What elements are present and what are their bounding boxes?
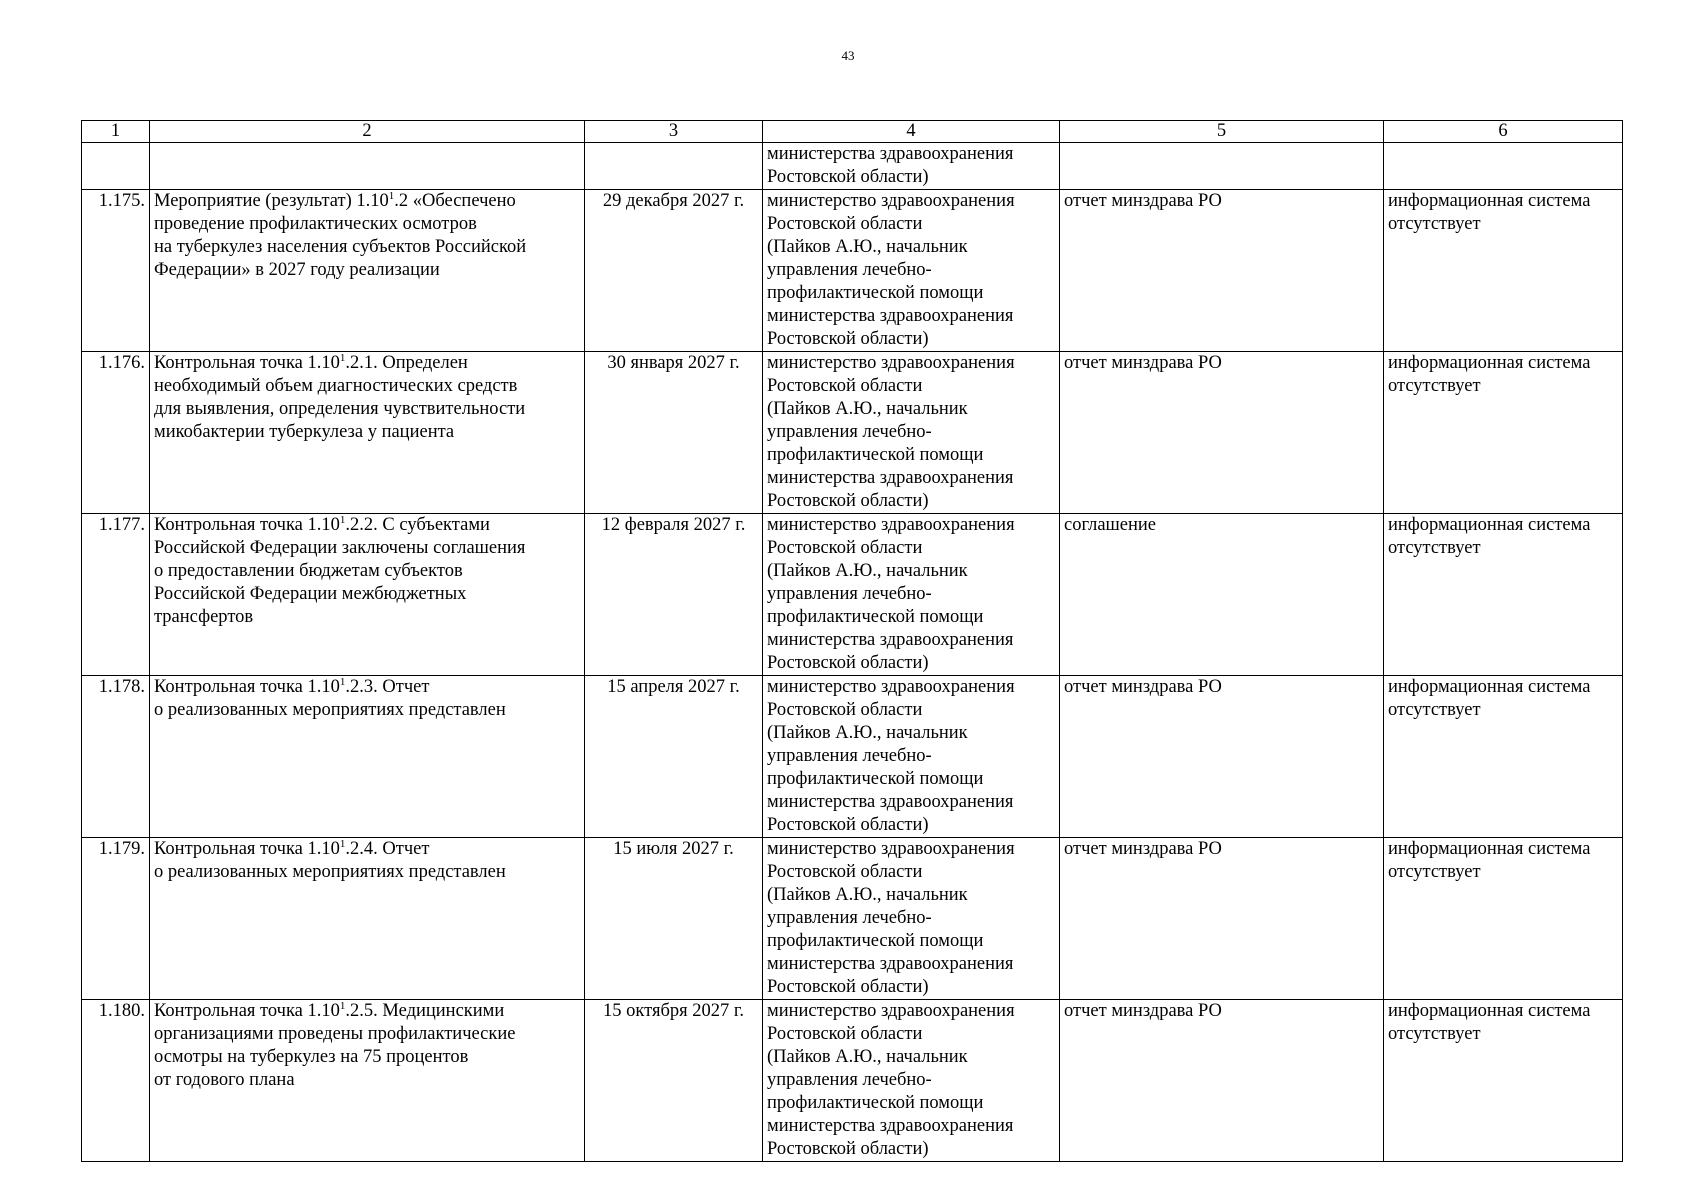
row-document-type: соглашение xyxy=(1060,514,1384,676)
table-row xyxy=(82,514,1623,676)
superscript-index: 1 xyxy=(339,1000,346,1012)
row-document-type: отчет минздрава РО xyxy=(1060,676,1384,838)
row-information-system: информационная система отсутствует xyxy=(1384,514,1623,676)
event-name-text: Мероприятие (результат) 1.10 xyxy=(154,191,389,211)
row-information-system: информационная система отсутствует xyxy=(1384,676,1623,838)
row-document-type: отчет минздрава РО xyxy=(1060,1000,1384,1162)
event-name-text-continued: .2.2. С субъектами Российской Федерации заключены соглашения о предоставлении бюджетам субъектов Российской Федерации межбюджетных трансфертов xyxy=(154,515,526,627)
superscript-index: 1 xyxy=(339,352,346,364)
row-responsible: министерство здравоохранения Ростовской области (Пайков А.Ю., начальник управления лечебно- профилактической помощи министерства здравоохранения Ростовской области) xyxy=(763,190,1060,352)
row-number: 1.178. xyxy=(82,676,150,838)
superscript-index: 1 xyxy=(339,838,346,850)
row-event-name xyxy=(150,514,585,676)
continuation-row xyxy=(82,143,1623,190)
row-responsible: министерство здравоохранения Ростовской области (Пайков А.Ю., начальник управления лечебно- профилактической помощи министерства здравоохранения Ростовской области) xyxy=(763,1000,1060,1162)
row-information-system: информационная система отсутствует xyxy=(1384,838,1623,1000)
row-deadline xyxy=(585,143,763,190)
event-name-text: Контрольная точка 1.10 xyxy=(154,515,340,535)
table-row xyxy=(82,838,1623,1000)
row-responsible: министерство здравоохранения Ростовской области (Пайков А.Ю., начальник управления лечебно- профилактической помощи министерства здравоохранения Ростовской области) xyxy=(763,352,1060,514)
event-name-text: Контрольная точка 1.10 xyxy=(154,839,340,859)
column-header-2: 2 xyxy=(150,121,585,143)
column-header-3: 3 xyxy=(585,121,763,143)
row-document-type: отчет минздрава РО xyxy=(1060,352,1384,514)
row-deadline: 30 января 2027 г. xyxy=(585,352,763,514)
row-document-type: отчет минздрава РО xyxy=(1060,838,1384,1000)
superscript-index: 1 xyxy=(388,190,395,202)
row-responsible: министерство здравоохранения Ростовской области (Пайков А.Ю., начальник управления лечебно- профилактической помощи министерства здравоохранения Ростовской области) xyxy=(763,514,1060,676)
event-name-text: Контрольная точка 1.10 xyxy=(154,677,340,697)
row-event-name xyxy=(150,352,585,514)
row-deadline: 15 апреля 2027 г. xyxy=(585,676,763,838)
row-document-type xyxy=(1060,143,1384,190)
column-header-5: 5 xyxy=(1060,121,1384,143)
superscript-index: 1 xyxy=(339,514,346,526)
event-name-text-continued: .2.1. Определен необходимый объем диагностических средств для выявления, определения чувствительности микобактерии туберкулеза у пациента xyxy=(154,353,526,442)
row-information-system: информационная система отсутствует xyxy=(1384,1000,1623,1162)
row-event-name xyxy=(150,1000,585,1162)
row-number: 1.177. xyxy=(82,514,150,676)
row-information-system: информационная система отсутствует xyxy=(1384,190,1623,352)
row-responsible: министерство здравоохранения Ростовской области (Пайков А.Ю., начальник управления лечебно- профилактической помощи министерства здравоохранения Ростовской области) xyxy=(763,676,1060,838)
event-name-text: Контрольная точка 1.10 xyxy=(154,353,340,373)
row-deadline: 12 февраля 2027 г. xyxy=(585,514,763,676)
page-number: 43 xyxy=(841,48,855,63)
row-document-type: отчет минздрава РО xyxy=(1060,190,1384,352)
table-row xyxy=(82,190,1623,352)
event-name-text: Контрольная точка 1.10 xyxy=(154,1001,340,1021)
row-number: 1.175. xyxy=(82,190,150,352)
row-responsible: министерства здравоохранения Ростовской области) xyxy=(763,143,1060,190)
table-row xyxy=(82,676,1623,838)
plan-table xyxy=(81,120,1623,1162)
row-event-name xyxy=(150,676,585,838)
event-name-text-continued: .2.4. Отчет о реализованных мероприятиях представлен xyxy=(154,839,506,882)
event-name-text-continued: .2 «Обеспечено проведение профилактических осмотров на туберкулез населения субъектов Российской Федерации» в 2027 году реализации xyxy=(154,191,527,280)
row-number: 1.179. xyxy=(82,838,150,1000)
event-name-text-continued: .2.3. Отчет о реализованных мероприятиях представлен xyxy=(154,677,506,720)
column-header-4: 4 xyxy=(763,121,1060,143)
table-row xyxy=(82,352,1623,514)
event-name-text-continued: .2.5. Медицинскими организациями проведены профилактические осмотры на туберкулез на 75 процентов от годового плана xyxy=(154,1001,516,1090)
row-event-name xyxy=(150,190,585,352)
column-number-header-row xyxy=(82,121,1623,143)
column-header-6: 6 xyxy=(1384,121,1623,143)
row-information-system xyxy=(1384,143,1623,190)
row-deadline: 15 октября 2027 г. xyxy=(585,1000,763,1162)
column-header-1: 1 xyxy=(82,121,150,143)
row-deadline: 15 июля 2027 г. xyxy=(585,838,763,1000)
row-number: 1.176. xyxy=(82,352,150,514)
row-information-system: информационная система отсутствует xyxy=(1384,352,1623,514)
table-row xyxy=(82,1000,1623,1162)
row-number xyxy=(82,143,150,190)
row-responsible: министерство здравоохранения Ростовской области (Пайков А.Ю., начальник управления лечебно- профилактической помощи министерства здравоохранения Ростовской области) xyxy=(763,838,1060,1000)
row-event-name xyxy=(150,143,585,190)
row-number: 1.180. xyxy=(82,1000,150,1162)
row-event-name xyxy=(150,838,585,1000)
row-deadline: 29 декабря 2027 г. xyxy=(585,190,763,352)
superscript-index: 1 xyxy=(339,676,346,688)
